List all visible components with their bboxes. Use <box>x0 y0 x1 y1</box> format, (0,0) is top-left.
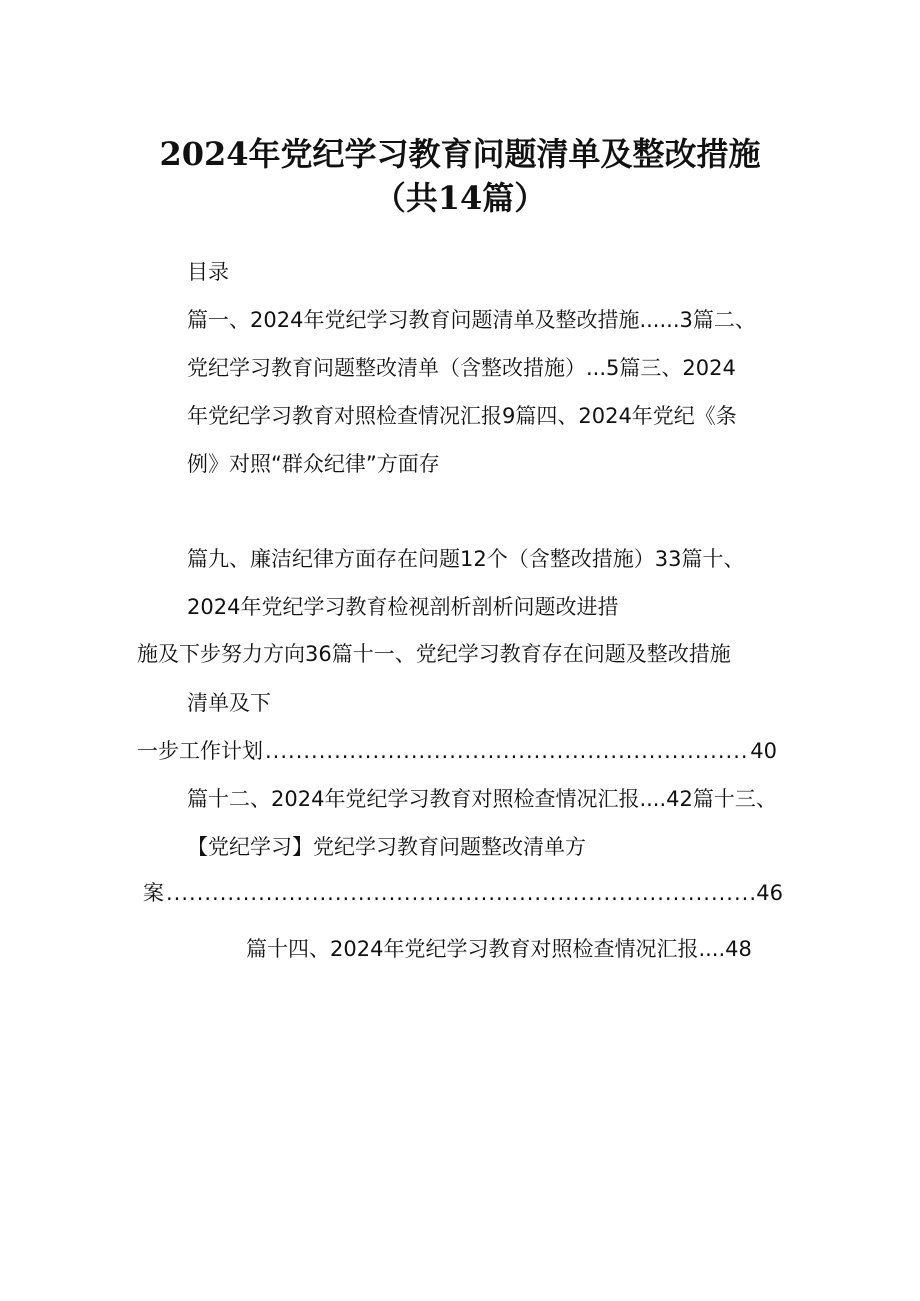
toc-line: 党纪学习教育问题整改清单（含整改措施）...5篇三、2024 <box>187 356 736 380</box>
toc-entry-page: 40 <box>750 739 777 763</box>
toc-entry-label: 案 <box>143 881 164 905</box>
toc-entry-step-plan <box>137 737 777 765</box>
toc-line: 【党纪学习】党纪学习教育问题整改清单方 <box>187 835 586 859</box>
toc-leader-dots <box>265 737 748 765</box>
toc-leader-dots <box>166 879 754 907</box>
toc-line: 清单及下 <box>187 691 271 715</box>
toc-entry-label: 一步工作计划 <box>137 739 263 763</box>
toc-line: 年党纪学习教育对照检查情况汇报9篇四、2024年党纪《条 <box>187 404 737 428</box>
toc-heading: 目录 <box>187 260 229 284</box>
toc-line: 2024年党纪学习教育检视剖析剖析问题改进措 <box>187 595 619 619</box>
toc-line: 例》对照“群众纪律”方面存 <box>187 452 440 476</box>
toc-line: 篇一、2024年党纪学习教育问题清单及整改措施......3篇二、 <box>187 308 756 332</box>
toc-line: 篇十二、2024年党纪学习教育对照检查情况汇报....42篇十三、 <box>187 787 777 811</box>
toc-line: 篇十四、2024年党纪学习教育对照检查情况汇报....48 <box>246 937 752 961</box>
toc-entry-13-cont <box>143 879 783 907</box>
toc-line: 施及下步努力方向36篇十一、党纪学习教育存在问题及整改措施 <box>137 642 731 666</box>
document-subtitle: （共14篇） <box>373 179 547 217</box>
document-title: 2024年党纪学习教育问题清单及整改措施 <box>159 135 761 173</box>
toc-line: 篇九、廉洁纪律方面存在问题12个（含整改措施）33篇十、 <box>187 547 745 571</box>
toc-entry-page: 46 <box>756 881 783 905</box>
